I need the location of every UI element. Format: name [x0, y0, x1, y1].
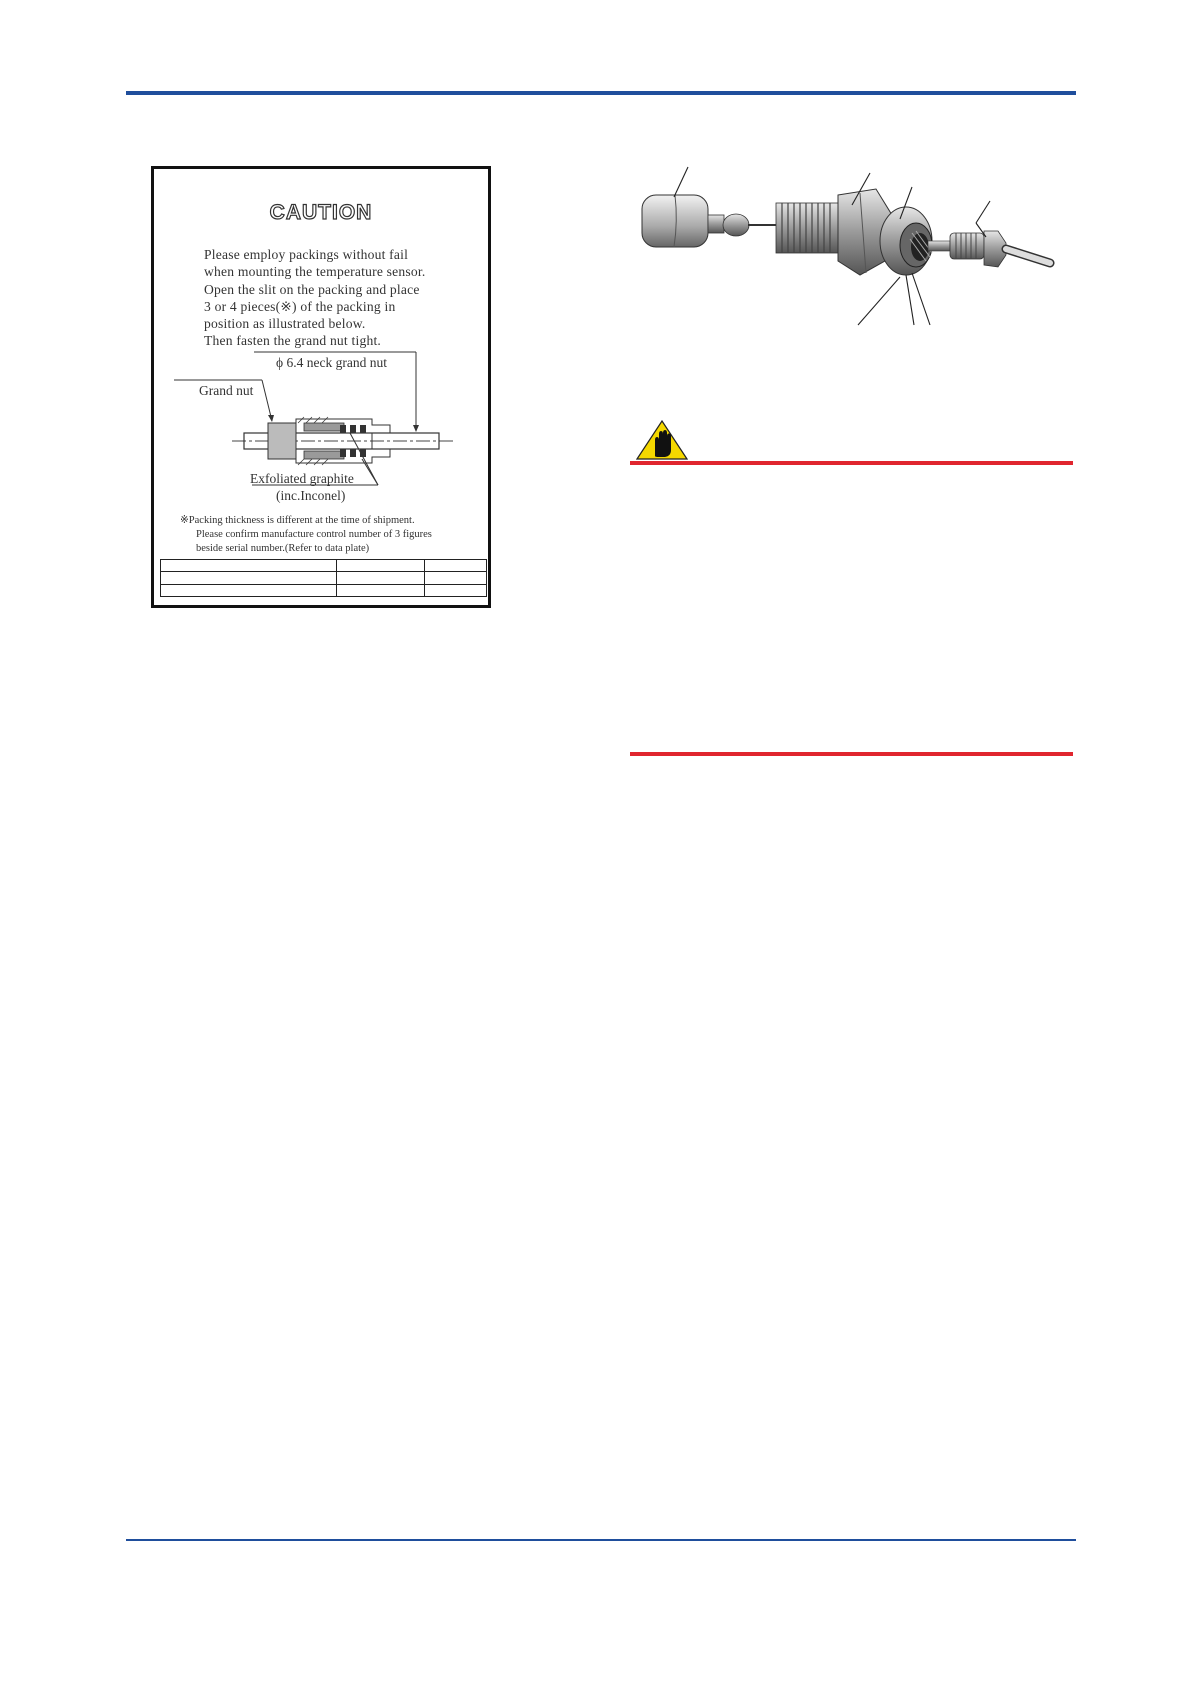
exfoliated-graphite-label: Exfoliated graphite — [250, 471, 354, 486]
table-cell — [425, 560, 487, 572]
caution-rule-bottom — [630, 752, 1073, 756]
table-cell — [425, 584, 487, 596]
table-cell — [425, 572, 487, 584]
caution-body-line: Then fasten the grand nut tight. — [204, 333, 382, 349]
table-cell — [161, 572, 337, 584]
neck-grand-nut-label: ϕ 6.4 neck grand nut — [276, 355, 387, 370]
control-number-table — [160, 559, 487, 597]
table-cell — [337, 584, 425, 596]
caution-body-line: 3 or 4 pieces(※) of the packing in — [204, 298, 396, 314]
caution-body-line: Please employ packings without fail — [204, 247, 409, 262]
packing-note: beside serial number.(Refer to data plate) — [196, 543, 370, 554]
exfoliated-graphite-sublabel: (inc.Inconel) — [276, 488, 346, 503]
packing-note: Please confirm manufacture control number of 3 figures — [196, 529, 432, 540]
header-rule — [126, 91, 1076, 95]
caution-label-figure — [151, 166, 491, 608]
table-cell — [161, 584, 337, 596]
hand-stop-icon — [636, 420, 688, 460]
table-row — [161, 560, 487, 572]
table-cell — [337, 572, 425, 584]
grand-nut-label: Grand nut — [199, 383, 254, 398]
table-row — [161, 584, 487, 596]
table-cell — [337, 560, 425, 572]
caution-body-line: Open the slit on the packing and place — [204, 281, 420, 297]
table-cell — [161, 560, 337, 572]
table-row — [161, 572, 487, 584]
caution-rule-top — [630, 461, 1073, 465]
caution-body-line: position as illustrated below. — [204, 316, 366, 332]
caution-body-line: when mounting the temperature sensor. — [204, 264, 426, 280]
caution-label-title: CAUTION — [269, 201, 373, 224]
footer-rule — [126, 1539, 1076, 1541]
packing-note: ※Packing thickness is different at the time of shipment. — [180, 515, 415, 526]
sensor-assembly-photo — [630, 165, 1060, 335]
